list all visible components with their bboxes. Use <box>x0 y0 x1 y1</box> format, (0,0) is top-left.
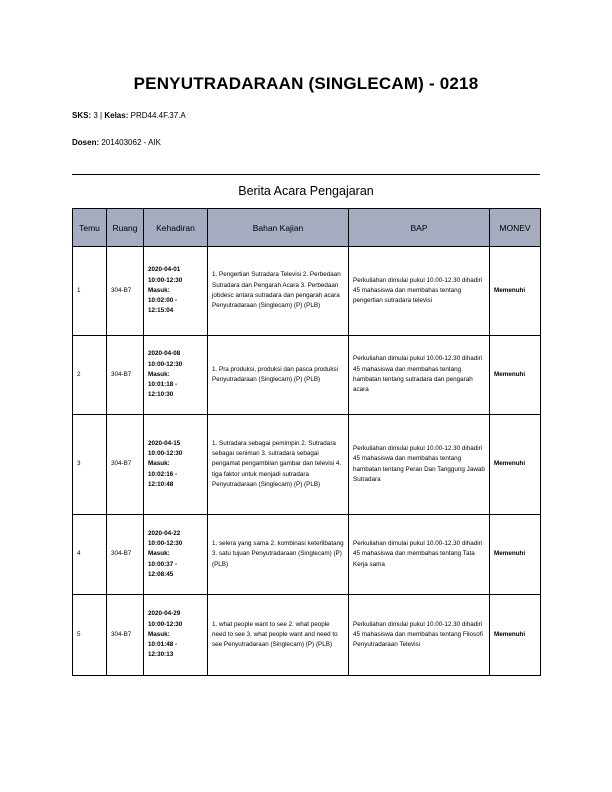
header-bap: BAP <box>349 209 490 247</box>
kehadiran-date: 2020-04-15 <box>148 439 181 447</box>
cell-temu: 4 <box>73 515 107 595</box>
kehadiran-schedule: 10:00-12:30 <box>148 450 183 458</box>
kehadiran-out: 12:30:13 <box>148 651 174 659</box>
cell-ruang: 304-B7 <box>107 247 144 336</box>
kehadiran-date: 2020-04-08 <box>148 350 181 358</box>
kehadiran-label: Masuk: <box>148 286 170 294</box>
table-header-row <box>73 209 541 247</box>
cell-ruang: 304-B7 <box>107 415 144 515</box>
header-monev: MONEV <box>490 209 541 247</box>
kehadiran-label: Masuk: <box>148 550 170 558</box>
cell-bap: Perkuliahan dimulai pukul 10.00-12.30 dihadiri 45 mahasiswa dan membahas tentang Filosofi Penyutradaraan Televisi <box>349 595 490 676</box>
kelas-value: PRD44.4F.37.A <box>130 111 186 120</box>
teaching-log-table <box>72 208 541 676</box>
cell-kehadiran <box>144 415 208 515</box>
header-bahan-kajian: Bahan Kajian <box>208 209 349 247</box>
cell-temu: 3 <box>73 415 107 515</box>
cell-bahan-kajian: 1. what people want to see 2. what people need to see 3. what people want and need to see Penyutradaraan (Singlecam) (P) (PLB) <box>208 595 349 676</box>
table-row <box>73 336 541 415</box>
cell-kehadiran <box>144 336 208 415</box>
kehadiran-schedule: 10:00-12:30 <box>148 360 183 368</box>
cell-temu: 2 <box>73 336 107 415</box>
separator: | <box>100 111 105 120</box>
header-temu: Temu <box>73 209 107 247</box>
cell-kehadiran <box>144 247 208 336</box>
kehadiran-label: Masuk: <box>148 630 170 638</box>
kehadiran-in: 10:01:18 - <box>148 381 178 389</box>
kehadiran-label: Masuk: <box>148 460 170 468</box>
cell-bahan-kajian: 1. Sutradara sebagai pemimpin 2. Sutradara sebagai seniman 3. sutradara sebagai pengamat pengambilan gambar dan televisi 4. tiga faktor untuk menjadi sutradara Penyutradaraan (Singlecam) (P) (PLB) <box>208 415 349 515</box>
cell-temu: 1 <box>73 247 107 336</box>
cell-bahan-kajian: 1. Pra produksi, produksi dan pasca produksi Penyutradaraan (Singlecam) (P) (PLB) <box>208 336 349 415</box>
kehadiran-schedule: 10:00-12:30 <box>148 620 183 628</box>
kehadiran-out: 12:10:48 <box>148 480 174 488</box>
kehadiran-in: 10:02:16 - <box>148 470 178 478</box>
sks-label: SKS: <box>72 111 92 120</box>
kehadiran-schedule: 10:00-12:30 <box>148 276 183 284</box>
cell-ruang: 304-B7 <box>107 595 144 676</box>
cell-bap: Perkuliahan dimulai pukul 10.00-12.30 dihadiri 45 mahasiswa dan membahas tentang hambatan tentang Peran Dan Tanggung Jawab Sutradara <box>349 415 490 515</box>
divider <box>72 174 540 175</box>
cell-bap: Perkuliahan dimulai pukul 10.00-12.30 dihadiri 45 mahasiswa dan membahas tentang hambatan tentang sutradara dan pengarah acara <box>349 336 490 415</box>
cell-monev: Memenuhi <box>490 247 541 336</box>
kehadiran-out: 12:15:04 <box>148 307 174 315</box>
kehadiran-label: Masuk: <box>148 370 170 378</box>
cell-kehadiran <box>144 515 208 595</box>
kehadiran-in: 10:00:37 - <box>148 560 178 568</box>
dosen-value: 201403062 - AIK <box>101 138 161 147</box>
sks-value: 3 <box>93 111 98 120</box>
table-row <box>73 415 541 515</box>
header-ruang: Ruang <box>107 209 144 247</box>
cell-bap: Perkuliahan dimulai pukul 10.00-12.30 dihadiri 45 mahasiswa dan membahas tentang Tata Kerja sama <box>349 515 490 595</box>
kehadiran-date: 2020-04-01 <box>148 266 181 274</box>
cell-monev: Memenuhi <box>490 595 541 676</box>
kehadiran-out: 12:08:45 <box>148 570 174 578</box>
kehadiran-date: 2020-04-29 <box>148 610 181 618</box>
section-title: Berita Acara Pengajaran <box>238 184 374 198</box>
class-info <box>72 111 186 120</box>
page-title: PENYUTRADARAAN (SINGLECAM) - 0218 <box>133 74 479 93</box>
kelas-label: Kelas: <box>104 111 129 120</box>
lecturer-info <box>72 138 161 147</box>
cell-bap: Perkuliahan dimulai pukul 10.00-12.30 dihadiri 45 mahasiswa dan membahas tentang pengertian sutradara televisi <box>349 247 490 336</box>
cell-bahan-kajian: 1. Pengertian Sutradara Televisi 2. Perbedaan Sutradara dan Pengarah Acara 3. Perbedaan jobdesc antara sutradara dan pengarah acara Penyutradaraan (Singlecam) (P) (PLB) <box>208 247 349 336</box>
cell-monev: Memenuhi <box>490 415 541 515</box>
table-row <box>73 515 541 595</box>
header-kehadiran: Kehadiran <box>144 209 208 247</box>
table-row <box>73 247 541 336</box>
cell-kehadiran <box>144 595 208 676</box>
kehadiran-out: 12:10:30 <box>148 391 174 399</box>
table-row <box>73 595 541 676</box>
kehadiran-in: 10:02:00 - <box>148 297 178 305</box>
kehadiran-in: 10:01:48 - <box>148 641 178 649</box>
kehadiran-date: 2020-04-22 <box>148 529 181 537</box>
cell-bahan-kajian: 1. selera yang sama 2. kombinasi keterlibatang 3. satu tujuan Penyutradaraan (Singlecam) (P) (PLB) <box>208 515 349 595</box>
cell-monev: Memenuhi <box>490 336 541 415</box>
dosen-label: Dosen: <box>72 138 100 147</box>
cell-ruang: 304-B7 <box>107 515 144 595</box>
cell-monev: Memenuhi <box>490 515 541 595</box>
cell-ruang: 304-B7 <box>107 336 144 415</box>
kehadiran-schedule: 10:00-12:30 <box>148 540 183 548</box>
cell-temu: 5 <box>73 595 107 676</box>
